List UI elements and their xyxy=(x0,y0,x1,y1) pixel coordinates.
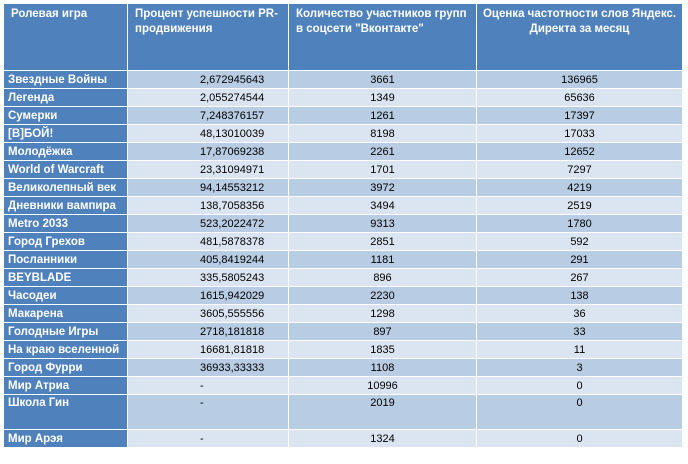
table-row xyxy=(4,269,683,287)
pr-success-cell[interactable]: 94,14553212 xyxy=(128,179,289,197)
yandex-frequency-cell[interactable]: 4219 xyxy=(477,179,683,197)
game-name-cell[interactable]: Молодёжка xyxy=(4,143,128,161)
table-row xyxy=(4,359,683,377)
pr-success-cell[interactable]: 23,31094971 xyxy=(128,161,289,179)
yandex-frequency-cell[interactable]: 11 xyxy=(477,341,683,359)
yandex-frequency-cell[interactable]: 33 xyxy=(477,323,683,341)
game-name-cell[interactable]: Посланники xyxy=(4,251,128,269)
yandex-frequency-cell[interactable]: 36 xyxy=(477,305,683,323)
vk-members-cell[interactable]: 1324 xyxy=(289,430,477,448)
vk-members-cell[interactable]: 2019 xyxy=(289,395,477,430)
pr-success-cell[interactable]: 7,248376157 xyxy=(128,107,289,125)
yandex-frequency-cell[interactable]: 12652 xyxy=(477,143,683,161)
game-name-cell[interactable]: Великолепный век xyxy=(4,179,128,197)
pr-success-cell[interactable]: - xyxy=(128,430,289,448)
vk-members-cell[interactable]: 896 xyxy=(289,269,477,287)
yandex-frequency-cell[interactable]: 0 xyxy=(477,377,683,395)
table-row xyxy=(4,89,683,107)
header-vk-members: Количество участников групп в соцсети "Вконтакте" xyxy=(289,4,477,71)
yandex-frequency-cell[interactable]: 136965 xyxy=(477,71,683,89)
table-row xyxy=(4,287,683,305)
pr-success-cell[interactable]: 335,5805243 xyxy=(128,269,289,287)
yandex-frequency-cell[interactable]: 267 xyxy=(477,269,683,287)
pr-success-cell[interactable]: 405,8419244 xyxy=(128,251,289,269)
pr-success-cell[interactable]: - xyxy=(128,377,289,395)
table-row xyxy=(4,233,683,251)
pr-success-cell[interactable]: 1615,942029 xyxy=(128,287,289,305)
pr-success-cell[interactable]: 481,5878378 xyxy=(128,233,289,251)
table-row xyxy=(4,161,683,179)
game-name-cell[interactable]: Звездные Войны xyxy=(4,71,128,89)
table-row xyxy=(4,179,683,197)
game-name-cell[interactable]: Дневники вампира xyxy=(4,197,128,215)
vk-members-cell[interactable]: 3972 xyxy=(289,179,477,197)
pr-success-cell[interactable]: - xyxy=(128,395,289,430)
game-name-cell[interactable]: World of Warcraft xyxy=(4,161,128,179)
table-row xyxy=(4,395,683,430)
yandex-frequency-cell[interactable]: 65636 xyxy=(477,89,683,107)
yandex-frequency-cell[interactable]: 0 xyxy=(477,395,683,430)
vk-members-cell[interactable]: 1298 xyxy=(289,305,477,323)
table-row xyxy=(4,377,683,395)
vk-members-cell[interactable]: 2851 xyxy=(289,233,477,251)
table-row xyxy=(4,215,683,233)
vk-members-cell[interactable]: 3661 xyxy=(289,71,477,89)
vk-members-cell[interactable]: 3494 xyxy=(289,197,477,215)
vk-members-cell[interactable]: 2261 xyxy=(289,143,477,161)
game-name-cell[interactable]: Макарена xyxy=(4,305,128,323)
game-name-cell[interactable]: Часодеи xyxy=(4,287,128,305)
vk-members-cell[interactable]: 1701 xyxy=(289,161,477,179)
game-name-cell[interactable]: Мир Арэя xyxy=(4,430,128,448)
pr-success-cell[interactable]: 138,7058356 xyxy=(128,197,289,215)
vk-members-cell[interactable]: 9313 xyxy=(289,215,477,233)
table-row xyxy=(4,71,683,89)
yandex-frequency-cell[interactable]: 138 xyxy=(477,287,683,305)
roleplay-stats-table xyxy=(3,3,683,448)
vk-members-cell[interactable]: 2230 xyxy=(289,287,477,305)
pr-success-cell[interactable]: 523,2022472 xyxy=(128,215,289,233)
pr-success-cell[interactable]: 3605,555556 xyxy=(128,305,289,323)
table-row xyxy=(4,341,683,359)
yandex-frequency-cell[interactable]: 3 xyxy=(477,359,683,377)
vk-members-cell[interactable]: 1181 xyxy=(289,251,477,269)
game-name-cell[interactable]: Город Фурри xyxy=(4,359,128,377)
yandex-frequency-cell[interactable]: 291 xyxy=(477,251,683,269)
vk-members-cell[interactable]: 8198 xyxy=(289,125,477,143)
table-row xyxy=(4,125,683,143)
vk-members-cell[interactable]: 1835 xyxy=(289,341,477,359)
yandex-frequency-cell[interactable]: 1780 xyxy=(477,215,683,233)
pr-success-cell[interactable]: 2,055274544 xyxy=(128,89,289,107)
yandex-frequency-cell[interactable]: 17033 xyxy=(477,125,683,143)
table-row xyxy=(4,107,683,125)
yandex-frequency-cell[interactable]: 592 xyxy=(477,233,683,251)
yandex-frequency-cell[interactable]: 17397 xyxy=(477,107,683,125)
game-name-cell[interactable]: BEYBLADE xyxy=(4,269,128,287)
header-game: Ролевая игра xyxy=(4,4,128,71)
vk-members-cell[interactable]: 1349 xyxy=(289,89,477,107)
table-row xyxy=(4,197,683,215)
game-name-cell[interactable]: На краю вселенной xyxy=(4,341,128,359)
pr-success-cell[interactable]: 36933,33333 xyxy=(128,359,289,377)
table-row xyxy=(4,143,683,161)
game-name-cell[interactable]: Город Грехов xyxy=(4,233,128,251)
game-name-cell[interactable]: Metro 2033 xyxy=(4,215,128,233)
header-pr-success: Процент успешности PR-продвижения xyxy=(128,4,289,71)
yandex-frequency-cell[interactable]: 2519 xyxy=(477,197,683,215)
header-yandex-frequency: Оценка частотности слов Яндекс. Директа за месяц xyxy=(477,4,683,71)
game-name-cell[interactable]: [В]БОЙ! xyxy=(4,125,128,143)
pr-success-cell[interactable]: 16681,81818 xyxy=(128,341,289,359)
pr-success-cell[interactable]: 2,672945643 xyxy=(128,71,289,89)
vk-members-cell[interactable]: 10996 xyxy=(289,377,477,395)
table-row xyxy=(4,323,683,341)
game-name-cell[interactable]: Мир Атриа xyxy=(4,377,128,395)
table-row xyxy=(4,305,683,323)
pr-success-cell[interactable]: 2718,181818 xyxy=(128,323,289,341)
vk-members-cell[interactable]: 1261 xyxy=(289,107,477,125)
header-row xyxy=(4,4,683,71)
game-name-cell[interactable]: Легенда xyxy=(4,89,128,107)
pr-success-cell[interactable]: 17,87069238 xyxy=(128,143,289,161)
yandex-frequency-cell[interactable]: 7297 xyxy=(477,161,683,179)
pr-success-cell[interactable]: 48,13010039 xyxy=(128,125,289,143)
table-body xyxy=(4,71,683,448)
game-name-cell[interactable]: Голодные Игры xyxy=(4,323,128,341)
table-row xyxy=(4,251,683,269)
vk-members-cell[interactable]: 1108 xyxy=(289,359,477,377)
game-name-cell[interactable]: Школа Гин xyxy=(4,395,128,430)
vk-members-cell[interactable]: 897 xyxy=(289,323,477,341)
yandex-frequency-cell[interactable]: 0 xyxy=(477,430,683,448)
game-name-cell[interactable]: Сумерки xyxy=(4,107,128,125)
table-row xyxy=(4,430,683,448)
